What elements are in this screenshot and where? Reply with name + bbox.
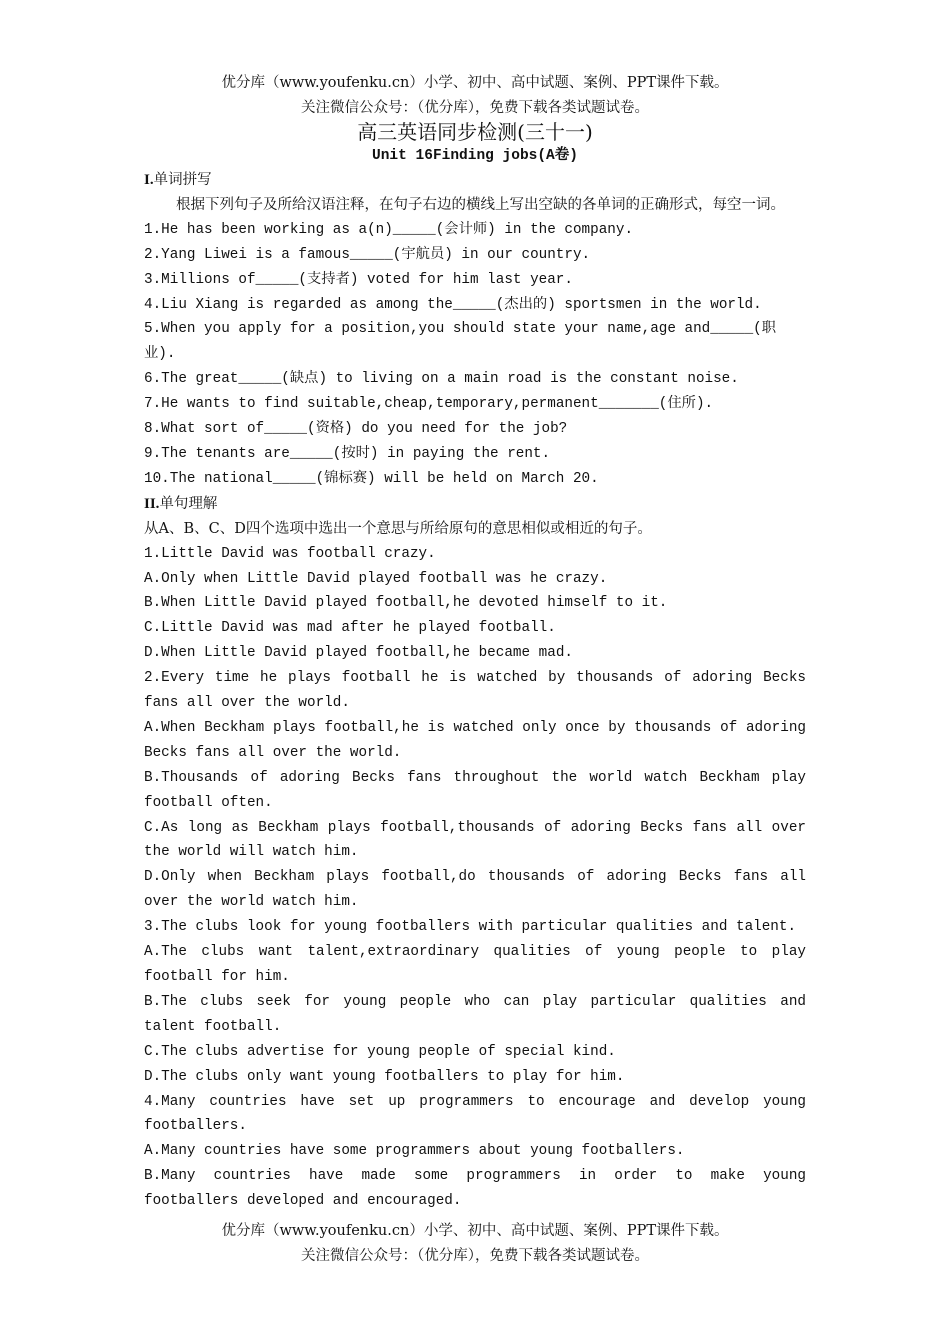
option-line: B.Many countries have made some programmers in order to make young footballers developed and encouraged. xyxy=(144,1168,806,1210)
sentence-line: 4.Many countries have set up programmers to encourage and develop young footballers. xyxy=(144,1093,806,1135)
section-1-heading xyxy=(144,168,806,193)
header-line-2: 关注微信公众号：（优分库），免费下载各类试题试卷。 xyxy=(301,100,649,116)
footer-line-1: 优分库（www.youfenku.cn）小学、初中、高中试题、案例、PPT课件下载。 xyxy=(221,1223,729,1239)
section-1-number: I. xyxy=(144,172,154,188)
question-line: 10.The national_____(锦标赛) will be held on March 20. xyxy=(144,470,599,487)
question-line: 8.What sort of_____(资格) do you need for the job? xyxy=(144,421,568,438)
option-line: D.The clubs only want young footballers to play for him. xyxy=(144,1068,625,1085)
section-1-instruction: 根据下列句子及所给汉语注释，在句子右边的横线上写出空缺的各单词的正确形式，每空一词。 xyxy=(176,196,785,213)
question-line: 3.Millions of_____(支持者) voted for him last year. xyxy=(144,271,573,288)
question-line: 6.The great_____(缺点) to living on a main road is the constant noise. xyxy=(144,371,739,388)
question-line: 5.When you apply for a position,you should state your name,age and_____(职业). xyxy=(144,321,777,363)
option-line: B.The clubs seek for young people who can play particular qualities and talent football. xyxy=(144,993,806,1035)
section-1-title: 单词拼写 xyxy=(153,172,212,188)
section-2-number: II. xyxy=(144,495,160,512)
sentence-line: 2.Every time he plays football he is watched by thousands of adoring Becks fans all over the world. xyxy=(144,670,806,712)
option-line: A.When Beckham plays football,he is watched only once by thousands of adoring Becks fans all over the world. xyxy=(144,719,806,761)
option-line: A.Many countries have some programmers about young footballers. xyxy=(144,1143,685,1160)
option-line: D.When Little David played football,he became mad. xyxy=(144,645,573,662)
footer-line-2: 关注微信公众号：（优分库），免费下载各类试题试卷。 xyxy=(301,1248,649,1264)
question-line: 2.Yang Liwei is a famous_____(宇航员) in our country. xyxy=(144,246,591,263)
page-subtitle: Unit 16Finding jobs(A卷) xyxy=(372,148,578,164)
option-line: A.Only when Little David played football was he crazy. xyxy=(144,570,608,587)
option-line: D.Only when Beckham plays football,do thousands of adoring Becks fans all over the world watch him. xyxy=(144,869,806,911)
option-line: B.When Little David played football,he devoted himself to it. xyxy=(144,595,668,612)
option-line: C.The clubs advertise for young people of special kind. xyxy=(144,1043,616,1060)
header-line-1: 优分库（www.youfenku.cn）小学、初中、高中试题、案例、PPT课件下载。 xyxy=(221,75,729,91)
sentence-line: 1.Little David was football crazy. xyxy=(144,545,436,562)
section-2-heading xyxy=(144,492,806,517)
question-line: 1.He has been working as a(n)_____(会计师) in the company. xyxy=(144,221,634,238)
question-line: 7.He wants to find suitable,cheap,temporary,permanent_______(住所). xyxy=(144,396,714,413)
question-line: 9.The tenants are_____(按时) in paying the rent. xyxy=(144,445,551,462)
document-body xyxy=(144,168,806,1214)
section-2-instruction: 从A、B、C、D四个选项中选出一个意思与所给原句的意思相似或相近的句子。 xyxy=(144,520,652,537)
option-line: C.Little David was mad after he played football. xyxy=(144,620,556,637)
question-line: 4.Liu Xiang is regarded as among the_____(杰出的) sportsmen in the world. xyxy=(144,296,762,313)
section-2-title: 单句理解 xyxy=(159,495,218,512)
option-line: C.As long as Beckham plays football,thousands of adoring Becks fans all over the world will watch him. xyxy=(144,819,806,861)
page-title: 高三英语同步检测(三十一) xyxy=(357,120,593,144)
option-line: A.The clubs want talent,extraordinary qualities of young people to play football for him. xyxy=(144,944,806,985)
option-line: B.Thousands of adoring Becks fans throughout the world watch Beckham play football often. xyxy=(144,769,806,811)
sentence-line: 3.The clubs look for young footballers with particular qualities and talent. xyxy=(144,919,797,936)
